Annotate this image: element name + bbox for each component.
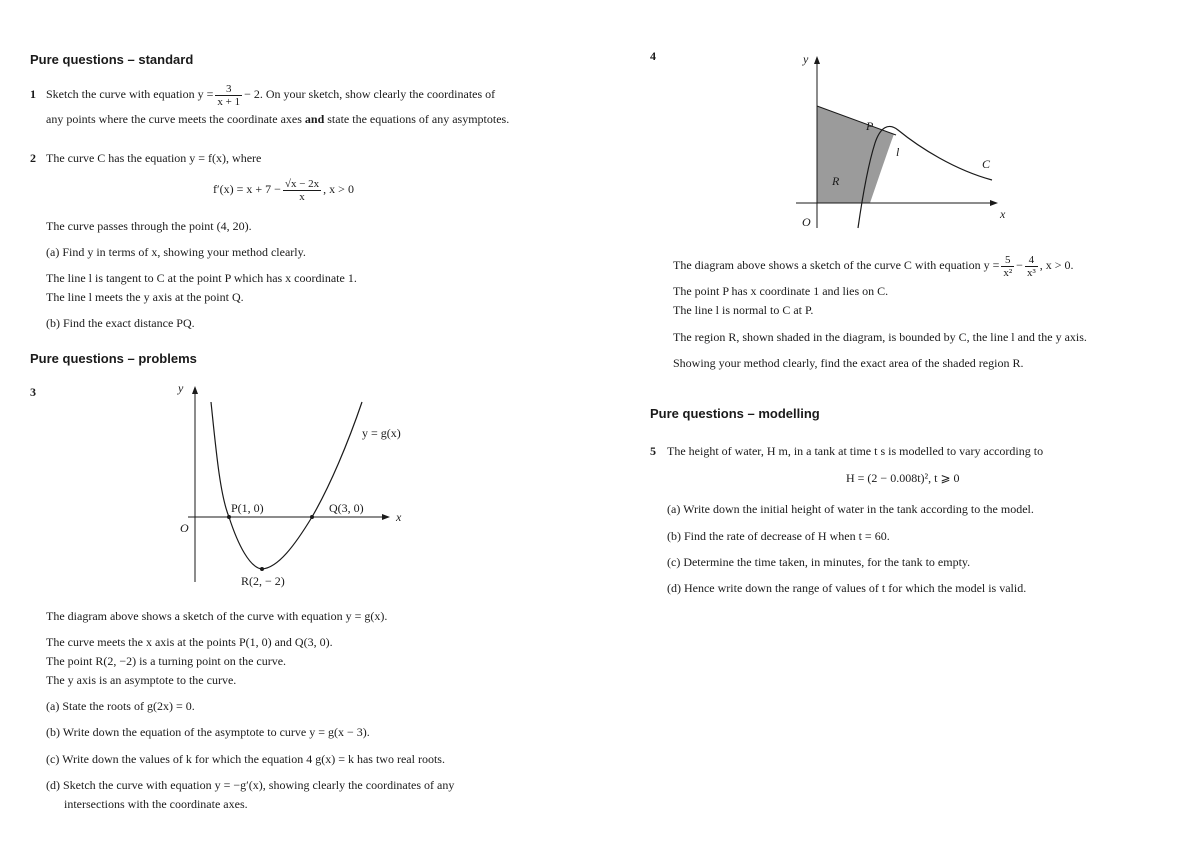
q4-label-p: P	[866, 119, 874, 133]
q2-frac-den: x	[299, 190, 305, 203]
q4-f2-num: 4	[1025, 254, 1038, 267]
q4-label-c: C	[982, 157, 991, 171]
q1-line2a: any points where the curve meets the coordinate axes	[46, 112, 302, 126]
q3-part-a: (a) State the roots of g(2x) = 0.	[46, 699, 195, 713]
q5-part-d: (d) Hence write down the range of values of t for which the model is valid.	[667, 581, 1027, 595]
q1-frac-num: 3	[215, 83, 242, 96]
q5-part-a: (a) Write down the initial height of water in the tank according to the model.	[667, 502, 1034, 516]
q1-text-pre: Sketch the curve with equation	[46, 87, 195, 101]
q4-label-l: l	[896, 145, 900, 159]
q2-fprime: f′(x) = x + 7 −	[213, 182, 281, 196]
q3-label-o: O	[180, 521, 189, 535]
q1-text-post: − 2. On your sketch, show clearly the coordinates of	[244, 87, 496, 101]
question-number-5: 5	[650, 444, 656, 458]
q3-line-1: The diagram above shows a sketch of the curve with equation y = g(x).	[46, 609, 388, 623]
q3-y-arrow	[192, 386, 198, 394]
q5-formula: H = (2 − 0.008t)², t ⩾ 0	[846, 471, 960, 485]
q3-curve	[211, 402, 362, 569]
q1-frac-den: x + 1	[217, 95, 241, 108]
q4-diagram	[0, 0, 1200, 240]
question-number-4: 4	[650, 49, 656, 63]
q3-line-4: The y axis is an asymptote to the curve.	[46, 673, 237, 687]
q2-part-a: (a) Find y in terms of x, showing your method clearly.	[46, 245, 306, 259]
q4-label-o: O	[802, 215, 811, 229]
q4-line-2: The point P has x coordinate 1 and lies on C.	[673, 284, 889, 298]
q5-line-1: The height of water, H m, in a tank at time t s is modelled to vary according to	[667, 444, 1044, 458]
section-heading-standard: Pure questions – standard	[30, 52, 194, 67]
q4-fraction-2	[1025, 254, 1038, 279]
q4-x-arrow	[990, 200, 998, 206]
q2-frac-num: √x − 2x	[284, 177, 320, 190]
q4-line-4: The region R, shown shaded in the diagram, is bounded by C, the line l and the y axis.	[673, 330, 1087, 344]
question-number-2: 2	[30, 151, 36, 165]
q3-point-r	[260, 567, 264, 571]
q4-y-arrow	[814, 56, 820, 64]
q3-part-b: (b) Write down the equation of the asymptote to curve y = g(x − 3).	[46, 725, 370, 739]
q4-label-r: R	[832, 174, 840, 188]
q4-minus: −	[1016, 258, 1023, 272]
q4-f1-den: x²	[1003, 266, 1013, 279]
q3-label-r: R(2, − 2)	[241, 574, 285, 588]
q4-line-5: Showing your method clearly, find the exact area of the shaded region R.	[673, 356, 1024, 370]
question-number-1: 1	[30, 87, 36, 101]
q2-part-b: (b) Find the exact distance PQ.	[46, 316, 195, 330]
q3-point-p	[227, 515, 231, 519]
q2-line-6: The line l meets the y axis at the point Q.	[46, 290, 244, 304]
q4-line-3: The line l is normal to C at P.	[673, 303, 814, 317]
q3-label-y: y	[178, 381, 184, 395]
q1-y-eq: y =	[197, 87, 214, 101]
q3-label-x: x	[396, 510, 402, 524]
q4-line1-pre: The diagram above shows a sketch of the curve C with equation y =	[673, 258, 1000, 272]
q4-line-1	[673, 250, 1074, 280]
question-number-3: 3	[30, 385, 36, 399]
q4-cond: , x > 0.	[1039, 258, 1074, 272]
q1-line2b: and	[304, 112, 325, 126]
q2-line-5: The line l is tangent to C at the point P which has x coordinate 1.	[46, 271, 357, 285]
q4-f2-den: x³	[1026, 266, 1036, 279]
q3-label-q: Q(3, 0)	[329, 501, 364, 515]
q3-part-d-line-1: (d) Sketch the curve with equation y = −g′(x), showing clearly the coordinates of any	[46, 778, 455, 792]
q5-part-c: (c) Determine the time taken, in minutes, for the tank to empty.	[667, 555, 971, 569]
q5-part-b: (b) Find the rate of decrease of H when t = 60.	[667, 529, 890, 543]
q3-part-d-line-2: intersections with the coordinate axes.	[64, 797, 248, 811]
q4-label-x: x	[1000, 207, 1006, 221]
q2-cond: , x > 0	[323, 182, 354, 196]
q3-label-p: P(1, 0)	[231, 501, 264, 515]
q4-f1-num: 5	[1001, 254, 1014, 267]
q3-x-arrow	[382, 514, 390, 520]
q2-line-3: The curve passes through the point (4, 20).	[46, 219, 252, 233]
section-heading-modelling: Pure questions – modelling	[650, 406, 820, 421]
q3-line-3: The point R(2, −2) is a turning point on the curve.	[46, 654, 287, 668]
q1-line2c: state the equations of any asymptotes.	[327, 112, 510, 126]
q2-line-1: The curve C has the equation y = f(x), where	[46, 151, 262, 165]
q3-label-curve: y = g(x)	[362, 426, 401, 440]
section-heading-problems: Pure questions – problems	[30, 351, 197, 366]
q4-fraction-1	[1001, 254, 1014, 279]
q3-point-q	[310, 515, 314, 519]
q4-label-y: y	[803, 52, 809, 66]
q3-line-2: The curve meets the x axis at the points P(1, 0) and Q(3, 0).	[46, 635, 333, 649]
q3-part-c: (c) Write down the values of k for which the equation 4 g(x) = k has two real roots.	[46, 752, 445, 766]
